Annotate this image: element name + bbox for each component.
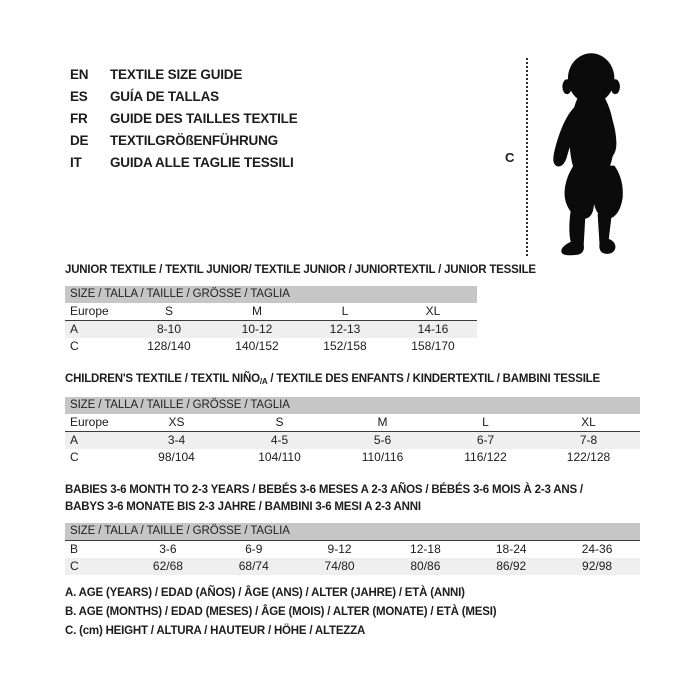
size-cell: 12-13 (329, 322, 361, 336)
size-cell: L (341, 304, 349, 318)
size-cell: 12-18 (410, 542, 441, 556)
size-cell: 152/158 (323, 339, 367, 353)
table-row-a (65, 321, 477, 338)
footnote-line: C. (cm) HEIGHT / ALTURA / HAUTEUR / HÖHE / ALTEZZA (65, 625, 366, 637)
title-text: / TEXTILE DES ENFANTS / KINDERTEXTIL / BAMBINI TESSILE (267, 373, 600, 385)
size-cell: 10-12 (241, 322, 273, 336)
title-text: CHILDREN'S TEXTILE / TEXTIL NIÑO (65, 373, 260, 385)
title-subscript: /A (259, 377, 268, 386)
language-code: FR (70, 111, 88, 126)
size-cell: 3-6 (159, 542, 177, 556)
row-label: C (70, 559, 79, 573)
size-cell: 7-8 (579, 433, 598, 447)
language-code: ES (70, 89, 88, 104)
size-cell: S (275, 415, 284, 429)
size-cell: 86/92 (496, 559, 527, 573)
size-header-bar: SIZE / TALLA / TAILLE / GRÖSSE / TAGLIA (65, 523, 640, 540)
size-header-bar: SIZE / TALLA / TAILLE / GRÖSSE / TAGLIA (65, 397, 640, 414)
size-cell: 80/86 (410, 559, 441, 573)
height-dimension-label: C (505, 150, 515, 165)
size-cell: 116/122 (464, 450, 507, 464)
size-cell: 3-4 (167, 433, 186, 447)
size-cell: 122/128 (566, 450, 611, 464)
size-cell: 5-6 (373, 433, 392, 447)
language-row (70, 152, 298, 174)
table-title (65, 371, 640, 390)
baby-silhouette-icon (541, 52, 645, 257)
size-header-bar: SIZE / TALLA / TAILLE / GRÖSSE / TAGLIA (65, 286, 477, 303)
title-line: BABIES 3-6 MONTH TO 2-3 YEARS / BEBÉS 3-6 MESES A 2-3 AÑOS / BÉBÉS 3-6 MOIS À 2-3 ANS / (65, 484, 583, 496)
size-cell: 14-16 (417, 322, 449, 336)
footnote-line: A. AGE (YEARS) / EDAD (AÑOS) / ÂGE (ANS) / ALTER (JAHRE) / ETÀ (ANNI) (65, 587, 465, 599)
size-cell: 24-36 (581, 542, 613, 556)
row-label: A (70, 433, 79, 447)
table-section-babies (65, 482, 640, 575)
table-row-c (65, 338, 477, 355)
language-row (70, 86, 298, 108)
size-cell: 8-10 (156, 322, 182, 336)
table-row-europe (65, 303, 477, 321)
size-cell: 4-5 (270, 433, 289, 447)
row-label: A (70, 322, 79, 336)
table-row-europe (65, 414, 640, 432)
row-label: Europe (70, 304, 109, 318)
size-cell: 6-9 (245, 542, 263, 556)
footnotes-list (65, 584, 496, 641)
language-label: GUIDA ALLE TAGLIE TESSILI (110, 155, 294, 170)
table-row-a (65, 432, 640, 449)
row-label: C (70, 339, 79, 353)
language-code: EN (70, 67, 89, 82)
size-cell: 6-7 (476, 433, 495, 447)
table-row-c (65, 449, 640, 466)
size-cell: 74/80 (324, 559, 355, 573)
language-label: TEXTILE SIZE GUIDE (110, 67, 243, 82)
size-cell: 9-12 (327, 542, 352, 556)
language-list (70, 64, 298, 174)
size-cell: 110/116 (361, 450, 404, 464)
footnote-line: B. AGE (MONTHS) / EDAD (MESES) / ÂGE (MOIS) / ALTER (MONATE) / ETÀ (MESI) (65, 606, 497, 618)
size-cell: XS (168, 415, 185, 429)
baby-figure-area (497, 50, 667, 265)
size-cell: L (482, 415, 489, 429)
table-title (65, 482, 640, 516)
table-title: JUNIOR TEXTILE / TEXTIL JUNIOR/ TEXTILE JUNIOR / JUNIORTEXTIL / JUNIOR TESSILE (65, 264, 536, 276)
title-line: BABYS 3-6 MONATE BIS 2-3 JAHRE / BAMBINI 3-6 MESI A 2-3 ANNI (65, 501, 421, 513)
language-label: GUÍA DE TALLAS (110, 89, 219, 104)
language-row (70, 64, 298, 86)
size-cell: S (164, 304, 173, 318)
row-label: B (70, 542, 79, 556)
table-section-children (65, 371, 640, 466)
height-measure-line (526, 58, 528, 256)
row-label: C (70, 450, 79, 464)
language-row (70, 108, 298, 130)
size-cell: 68/74 (238, 559, 269, 573)
table-row-b (65, 540, 640, 558)
table-row-c (65, 558, 640, 575)
size-cell: 92/98 (582, 559, 613, 573)
language-label: TEXTILGRÖßENFÜHRUNG (110, 133, 278, 148)
size-cell: XL (425, 304, 441, 318)
size-cell: 128/140 (147, 339, 191, 353)
size-cell: M (252, 304, 262, 318)
language-code: DE (70, 133, 89, 148)
size-cell: 158/170 (411, 339, 455, 353)
language-row (70, 130, 298, 152)
size-cell: 62/68 (152, 559, 183, 573)
size-cell: XL (581, 415, 596, 429)
size-tables-area (65, 262, 640, 591)
size-cell: 140/152 (235, 339, 279, 353)
size-cell: M (377, 415, 388, 429)
language-label: GUIDE DES TAILLES TEXTILE (110, 111, 298, 126)
size-cell: 104/110 (258, 450, 301, 464)
row-label: Europe (70, 415, 109, 429)
size-cell: 18-24 (495, 542, 527, 556)
language-code: IT (70, 155, 82, 170)
table-section-junior (65, 262, 536, 355)
size-cell: 98/104 (158, 450, 195, 464)
